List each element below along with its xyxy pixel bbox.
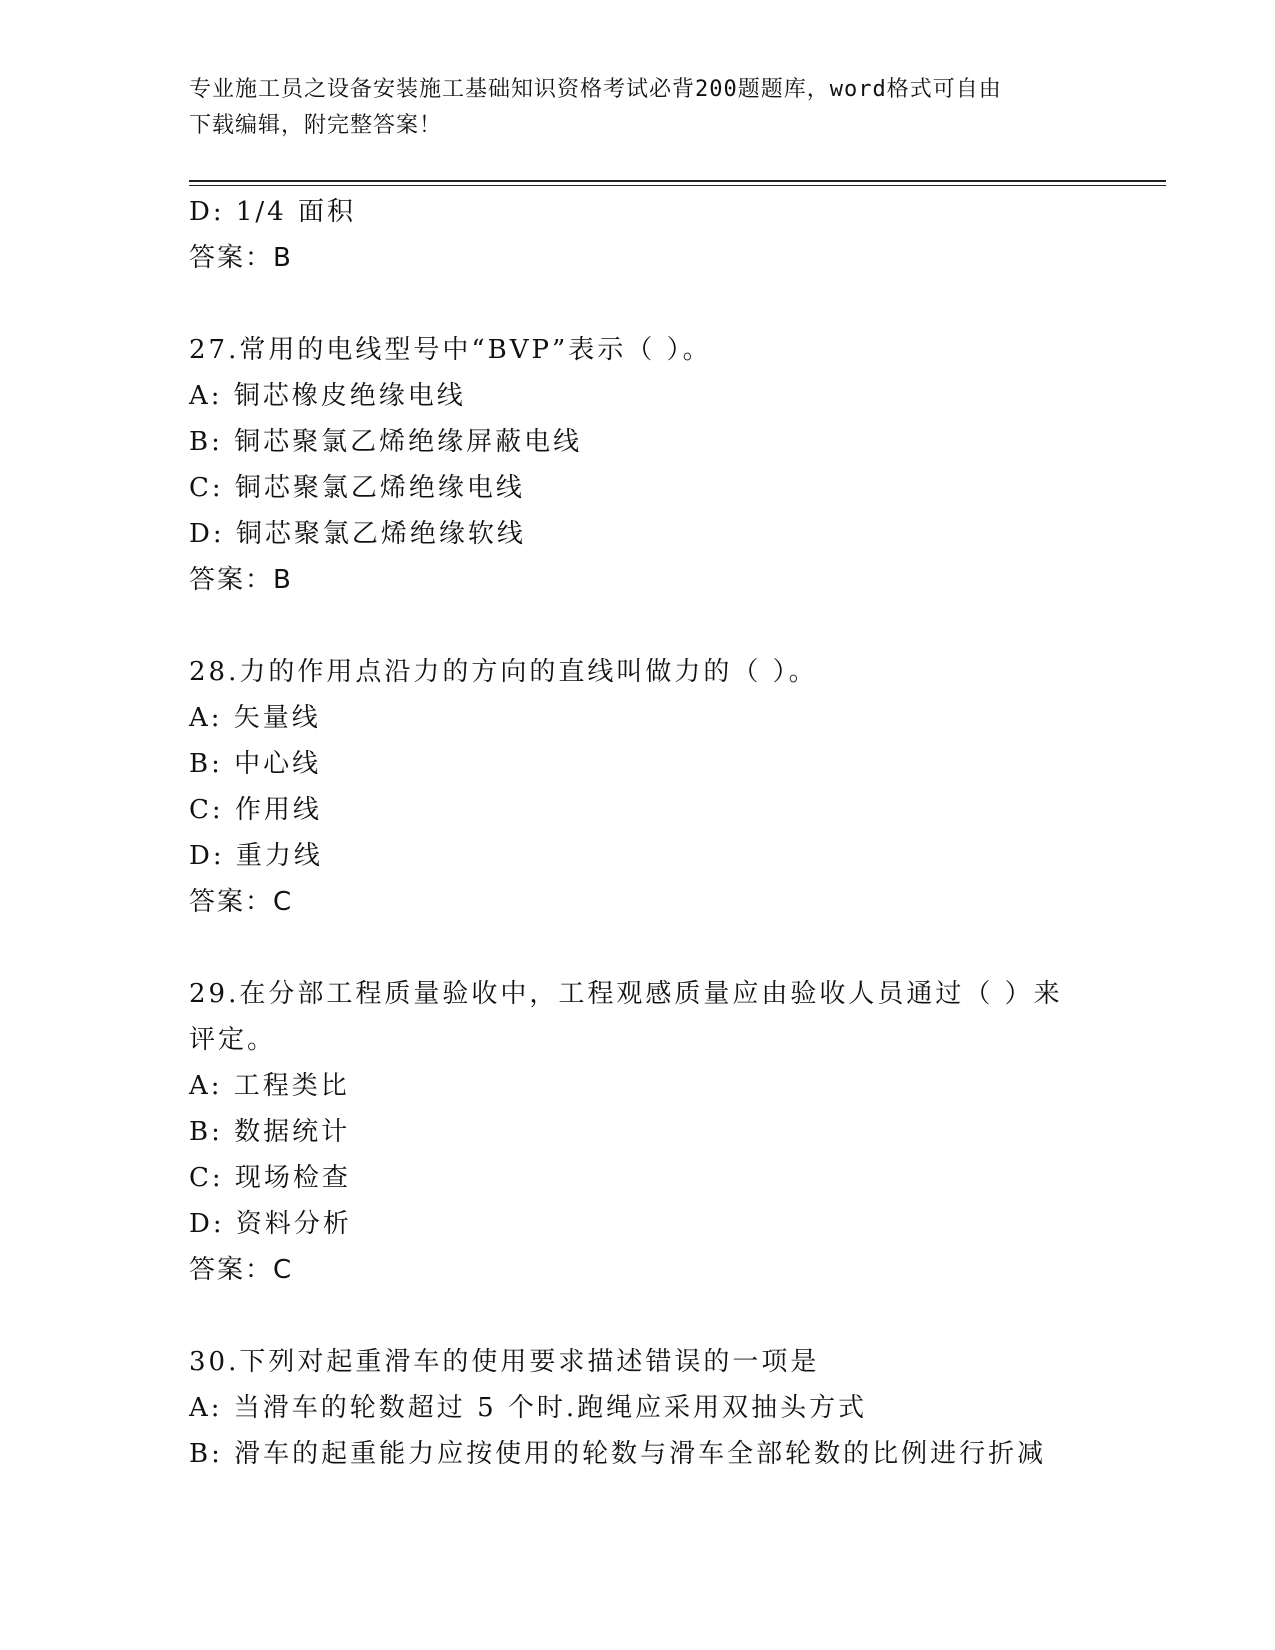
- prev-answer: 答案：B: [189, 243, 293, 273]
- option-c: C: 铜芯聚氯乙烯绝缘电线: [189, 473, 525, 503]
- option-b: B: 数据统计: [189, 1117, 351, 1147]
- header-line-1: 专业施工员之设备安装施工基础知识资格考试必背200题题库，word格式可自由: [189, 77, 1002, 102]
- answer: 答案：C: [189, 1255, 294, 1285]
- question-stem: 27.常用的电线型号中“BVP”表示（ ）。: [189, 335, 712, 365]
- option-a: A: 矢量线: [189, 703, 321, 733]
- question-stem: 28.力的作用点沿力的方向的直线叫做力的（ ）。: [189, 657, 818, 687]
- document-header: [189, 72, 1069, 144]
- option-d: D: 资料分析: [189, 1209, 352, 1239]
- question-stem-line-2: 评定。: [189, 1025, 277, 1055]
- header-line-2: 下载编辑，附完整答案！: [189, 113, 443, 138]
- option-a: A: 铜芯橡皮绝缘电线: [189, 381, 466, 411]
- option-a: A: 工程类比: [189, 1071, 350, 1101]
- option-a: A: 当滑车的轮数超过 5 个时.跑绳应采用双抽头方式: [189, 1393, 868, 1423]
- option-b: B: 中心线: [189, 749, 322, 779]
- prev-option-d: D: 1/4 面积: [189, 197, 356, 227]
- question-stem: 30.下列对起重滑车的使用要求描述错误的一项是: [189, 1347, 820, 1377]
- header-divider-thin: [189, 185, 1166, 186]
- option-d: D: 重力线: [189, 841, 323, 871]
- question-stem-line-1: 29.在分部工程质量验收中，工程观感质量应由验收人员通过（ ）来: [189, 979, 1063, 1009]
- question-list: [189, 189, 1069, 1477]
- header-divider-thick: [189, 180, 1166, 182]
- option-c: C: 现场检查: [189, 1163, 351, 1193]
- question-30: [189, 1339, 1069, 1477]
- option-c: C: 作用线: [189, 795, 322, 825]
- answer: 答案：B: [189, 565, 293, 595]
- question-27: [189, 327, 1069, 603]
- option-b: B: 滑车的起重能力应按使用的轮数与滑车全部轮数的比例进行折减: [189, 1439, 1047, 1469]
- answer: 答案：C: [189, 887, 294, 917]
- option-d: D: 铜芯聚氯乙烯绝缘软线: [189, 519, 526, 549]
- question-28: [189, 649, 1069, 925]
- option-b: B: 铜芯聚氯乙烯绝缘屏蔽电线: [189, 427, 583, 457]
- question-29: [189, 971, 1069, 1293]
